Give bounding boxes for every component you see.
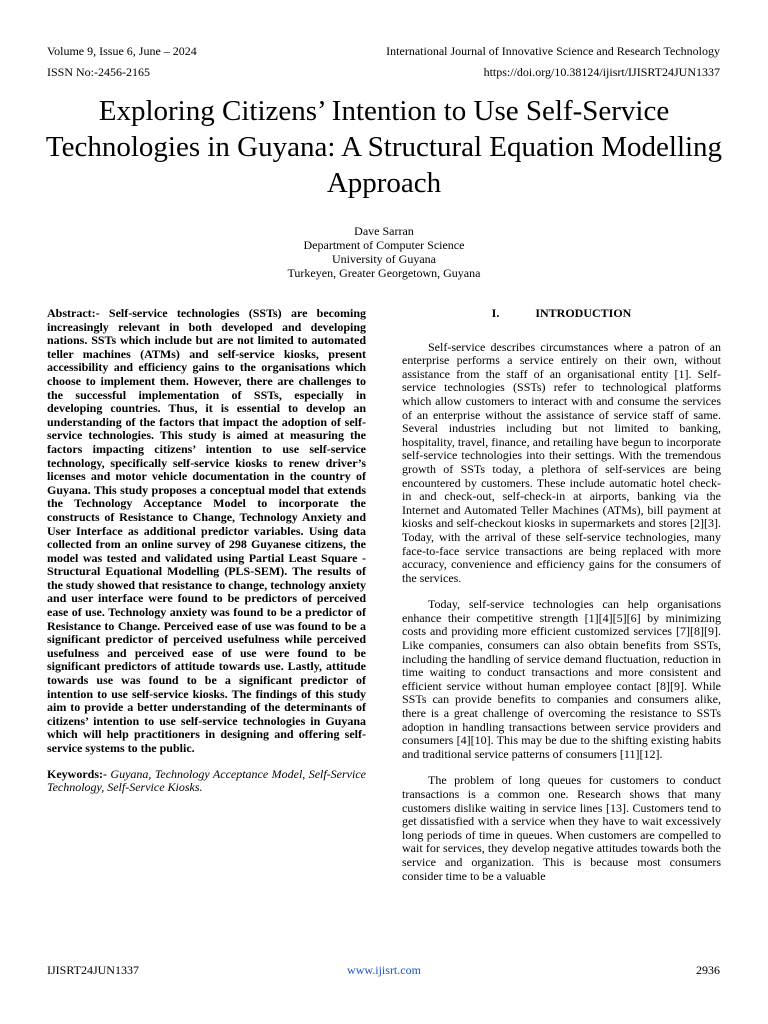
paper-title: Exploring Citizens’ Intention to Use Self-Service Technologies in Guyana: A Structural Equation Modelling Approach — [45, 95, 723, 199]
abstract-text: Abstract:- Self-service technologies (SSTs) are becoming increasingly relevant in both developed and developing nations. SSTs which include but are not limited to automated teller machines (ATMs) and self-service kiosks, present accessibility and efficiency gains to the organisations which choose to implement them. However, there are challenges to the successful implementation of SSTs, especially in developing countries. Thus, it is essential to develop an understanding of the factors that impact the adoption of self-service technologies. This study is aimed at measuring the factors impacting citizens’ intention to use self-service technology, specifically self-service kiosks to renew driver’s licenses and motor vehicle documentation in the country of Guyana. This study proposes a conceptual model that extends the Technology Acceptance Model to incorporate the constructs of Resistance to Change, Technology Anxiety and User Interface as additional predictor variables. Using data collected from an online survey of 298 Guyanese citizens, the model was tested and validated using Partial Least Square - Structural Equational Modelling (PLS-SEM). The results of the study showed that resistance to change, technology anxiety and user interface were found to be predictors of perceived ease of use. Technology anxiety was found to be a predictor of Resistance to Change. Perceived ease of use was found to be a significant predictor of perceived usefulness while perceived usefulness and perceived ease of use were found to be significant predictors of attitude towards use. Lastly, attitude towards use was found to be a significant predictor of intention to use self-service kiosks. The findings of this study aim to provide a better understanding of the determinants of citizens’ intention to use self-service technologies in Guyana which will help practitioners in designing and offering self-service systems to the public. — [47, 306, 366, 755]
intro-paragraph: The problem of long queues for customers to conduct transactions is a common one. Research shows that many customers dislike waiting in service lines [13]. Customers tend to get dissatisfied with a service when they have to wait excessively long periods of time in queues. When customers are compelled to wait for services, they develop negative attitudes towards both the service and organization. This is because most consumers consider time to be a valuable — [402, 773, 721, 883]
section-title: INTRODUCTION — [535, 306, 632, 320]
author-name: Dave Sarran — [354, 224, 414, 238]
author-block — [184, 224, 584, 280]
keywords — [47, 768, 366, 795]
keywords-list: Guyana, Technology Acceptance Model, Self-Service Technology, Self-Service Kiosks. — [47, 766, 366, 795]
author-location: Turkeyen, Greater Georgetown, Guyana — [287, 266, 481, 280]
section-heading — [402, 307, 721, 321]
doi-link[interactable]: https://doi.org/10.38124/ijisrt/IJISRT24JUN1337 — [483, 65, 720, 79]
author-university: University of Guyana — [332, 252, 436, 266]
page-number: 2936 — [696, 963, 720, 977]
volume-info: Volume 9, Issue 6, June – 2024 — [47, 44, 197, 58]
section-number: I. — [491, 306, 500, 320]
footer-website-link[interactable]: www.ijisrt.com — [347, 963, 421, 977]
footer-paper-code: IJISRT24JUN1337 — [47, 963, 139, 977]
intro-paragraph: Self-service describes circumstances where a patron of an enterprise performs a service entirely on their own, without assistance from the staff of an organisational entity [1]. Self-service technologies (SSTs) refer to technological platforms which allow customers to interact with and consume the services of an enterprise without the assistance of service staff of same. Several industries including but not limited to banking, hospitality, travel, finance, and retailing have begun to incorporate self-service technologies into their settings. With the tremendous growth of SSTs today, a plethora of self-services are being encountered by customers. These include automatic hotel check-in and check-out, self-check-in at airports, banking via the Internet and Automated Teller Machines (ATMs), bill payment at kiosks and self-checkout kiosks in supermarkets and stores [2][3]. Today, with the arrival of these self-service technologies, many face-to-face service transactions are being replaced with more accuracy, convenience and efficiency gains for the consumers of the services. — [402, 339, 721, 585]
author-department: Department of Computer Science — [303, 238, 465, 252]
journal-name: International Journal of Innovative Science and Research Technology — [386, 44, 720, 58]
left-column — [47, 307, 366, 795]
issn: ISSN No:-2456-2165 — [47, 65, 151, 79]
right-column — [402, 307, 721, 896]
keywords-label: Keywords:- — [47, 766, 107, 781]
intro-paragraph: Today, self-service technologies can help organisations enhance their competitive strength [1][4][5][6] by minimizing costs and providing more efficient customized services [7][8][9]. Like companies, consumers can also obtain benefits from SSTs, including the handling of service demand fluctuation, reduction in time waiting to conduct transactions and more consistent and efficient service without human employee contact [8][9]. While SSTs can provide benefits to companies and consumers alike, there is a great challenge of overcoming the resistance to SSTs adoption in handling transactions between service providers and consumers [4][10]. This may be due to the shifting existing habits and traditional service patterns of consumers [11][12]. — [402, 597, 721, 761]
